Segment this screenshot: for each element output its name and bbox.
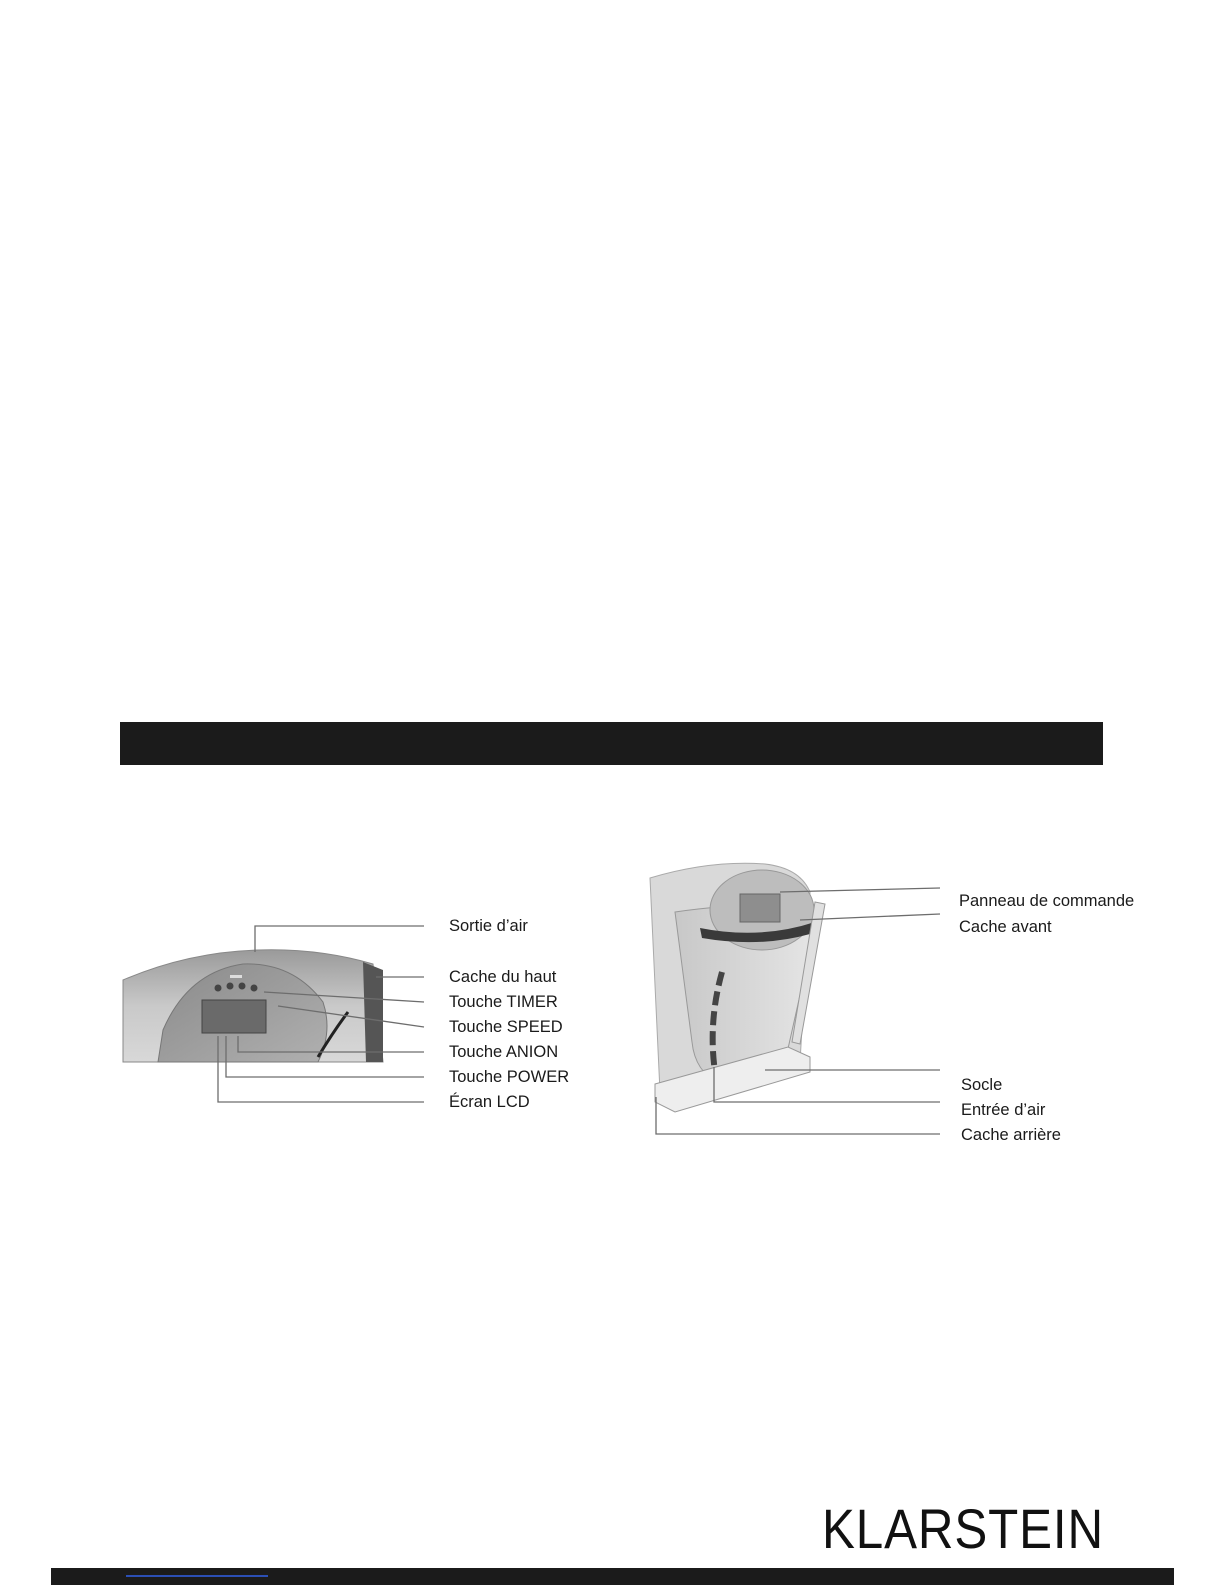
footer-link-underline[interactable]	[126, 1575, 268, 1577]
label-touche-power: Touche POWER	[449, 1068, 570, 1086]
section-header-bar	[120, 722, 1103, 765]
top-panel-diagram	[118, 912, 448, 1112]
label-sortie-air: Sortie d’air	[449, 917, 528, 935]
label-touche-anion: Touche ANION	[449, 1043, 559, 1061]
unit-diagram	[650, 862, 950, 1152]
label-cache-du-haut: Cache du haut	[449, 968, 557, 986]
label-socle: Socle	[961, 1076, 1003, 1094]
label-ecran-lcd: Écran LCD	[449, 1093, 530, 1111]
label-cache-arriere: Cache arrière	[961, 1126, 1061, 1144]
unit-illustration	[650, 862, 950, 1152]
label-touche-speed: Touche SPEED	[449, 1018, 563, 1036]
label-cache-avant: Cache avant	[959, 918, 1052, 936]
top-panel-illustration	[118, 912, 448, 1112]
label-touche-timer: Touche TIMER	[449, 993, 558, 1011]
label-entree-air: Entrée d’air	[961, 1101, 1046, 1119]
klarstein-logo	[822, 1497, 1104, 1560]
label-panneau-de-commande: Panneau de commande	[959, 892, 1135, 910]
svg-text:KLARSTEIN: KLARSTEIN	[822, 1497, 1104, 1560]
